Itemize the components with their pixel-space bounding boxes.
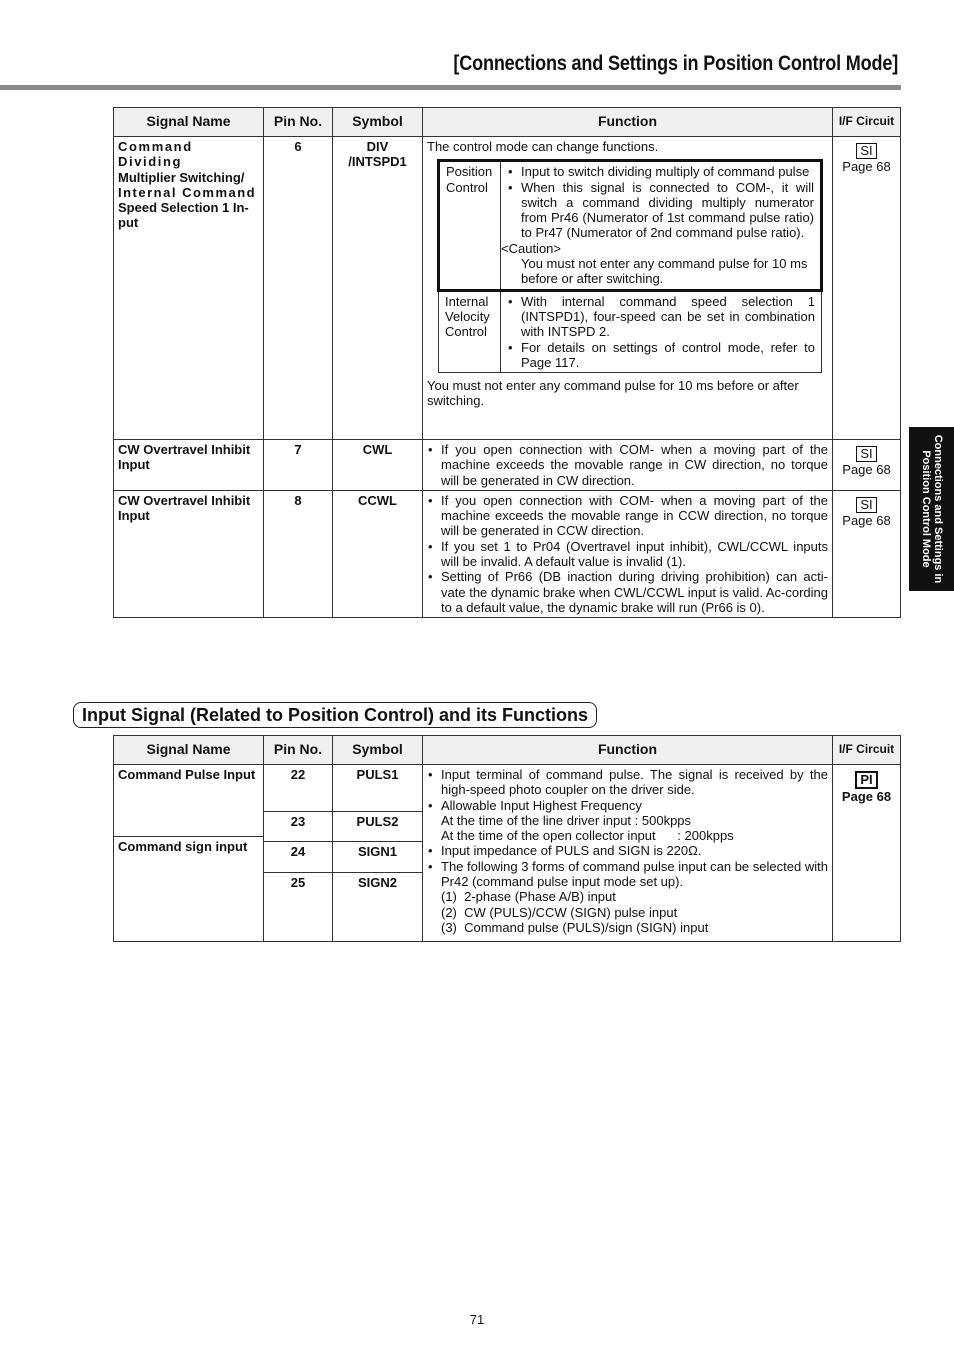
- subtable-row-velocity: [439, 290, 822, 372]
- symbol-line: DIV: [366, 139, 389, 154]
- signal-name-cell: [114, 765, 264, 942]
- symbol-value: PULS2: [333, 811, 422, 841]
- if-circuit-cell: [833, 440, 901, 491]
- col-header-function: Function: [423, 108, 833, 137]
- bullet-item: • If you open connection with COM- when a moving part of the machine exceeds the movable range in CW direction, no torque will be generated in CW direction.: [427, 442, 828, 488]
- if-circuit-page: Page 68: [842, 462, 891, 477]
- if-circuit-code: SI: [856, 143, 876, 159]
- symbol-value: SIGN1: [333, 841, 422, 872]
- signal-name-cell: CW Overtravel Inhibit Input: [114, 490, 264, 617]
- symbol-cell: [333, 765, 423, 942]
- velocity-control-desc: [501, 290, 822, 372]
- symbol-value: PULS1: [356, 767, 399, 782]
- if-circuit-page: Page 68: [842, 159, 891, 174]
- if-circuit-cell: [833, 765, 901, 942]
- table-row: [114, 765, 901, 942]
- pin-value: 25: [264, 872, 332, 890]
- symbol-value: SIGN2: [333, 872, 422, 890]
- function-cell: [423, 137, 833, 440]
- table-row: [114, 137, 901, 440]
- signal-command-pulse: Command Pulse Input: [118, 767, 256, 782]
- side-tab: [909, 427, 954, 591]
- function-cell: [423, 440, 833, 491]
- col-header-symbol: Symbol: [333, 108, 423, 137]
- function-cell: [423, 490, 833, 617]
- signals-table-1: [113, 107, 901, 618]
- table-header-row: [114, 108, 901, 137]
- bullet-item: • Input to switch dividing multiply of command pulse: [507, 164, 814, 179]
- col-header-pin-no: Pin No.: [264, 736, 333, 765]
- bullet-item: • If you open connection with COM- when a moving part of the machine exceeds the movable range in CCW direction, no torque will be generated in CCW direction.: [427, 493, 828, 539]
- if-circuit-code: SI: [856, 497, 876, 513]
- option-line: (2) CW (PULS)/CCW (SIGN) pulse input: [441, 904, 678, 920]
- option-line: (1) 2-phase (Phase A/B) input: [441, 889, 616, 905]
- table-header-row: [114, 736, 901, 765]
- bullet-text: • The following 3 forms of command pulse input can be selected with Pr42 (command pulse input mode set up).: [441, 858, 828, 890]
- symbol-line: /INTSPD1: [348, 154, 407, 170]
- symbol-cell: CWL: [333, 440, 423, 491]
- signal-name-line: Command Dividing: [118, 139, 193, 170]
- pin-value: 22: [290, 767, 306, 782]
- option-line: (3) Command pulse (PULS)/sign (SIGN) input: [441, 919, 709, 935]
- col-header-signal-name: Signal Name: [114, 736, 264, 765]
- pin-no-cell: [264, 765, 333, 942]
- bullet-text: • Allowable Input Highest Frequency: [441, 797, 642, 813]
- bullet-item: • Input impedance of PULS and SIGN is 220Ω.: [427, 843, 828, 858]
- header-rule: [0, 85, 901, 90]
- function-intro: The control mode can change functions.: [427, 139, 659, 154]
- col-header-if-circuit: I/F Circuit: [833, 736, 901, 765]
- control-mode-subtable: [437, 159, 823, 373]
- bullet-item: • Input terminal of command pulse. The signal is received by the high-speed photo coupler on the driver side.: [427, 767, 828, 798]
- bullet-item: • For details on settings of control mode, refer to Page 117.: [507, 340, 815, 371]
- bullet-item: [427, 859, 828, 935]
- function-footer-note: You must not enter any command pulse for 10 ms before or after switching.: [427, 378, 799, 409]
- bullet-item: • When this signal is connected to COM-, it will switch a command dividing multiply numerator from Pr46 (Numerator of 1st command pulse ratio) to Pr47 (Numerator of 2nd command pulse ratio).: [507, 180, 814, 241]
- subtable-row-position: [439, 161, 822, 290]
- col-header-symbol: Symbol: [333, 736, 423, 765]
- signal-name-cell: CW Overtravel Inhibit Input: [114, 440, 264, 491]
- col-header-if-circuit: I/F Circuit: [833, 108, 901, 137]
- signal-name-line: Speed Selection 1 In-: [118, 200, 249, 216]
- symbol-cell: [333, 137, 423, 440]
- frequency-line: At the time of the open collector input : 200kpps: [441, 828, 734, 844]
- page-number: 71: [469, 1312, 485, 1327]
- position-control-desc: [501, 161, 822, 290]
- caution-text: You must not enter any command pulse for 10 ms before or after switching.: [521, 256, 808, 287]
- position-control-label: Position Control: [439, 161, 501, 290]
- frequency-line: At the time of the line driver input : 500kpps: [441, 812, 692, 828]
- signals-table-2: [113, 735, 901, 942]
- pin-no-cell: 7: [264, 440, 333, 491]
- if-circuit-code: PI: [855, 771, 877, 789]
- bullet-item: • If you set 1 to Pr04 (Overtravel input inhibit), CWL/CCWL inputs will be invalid. A default value is invalid (1).: [427, 539, 828, 570]
- pin-value: 23: [264, 811, 332, 841]
- bullet-item: • Setting of Pr66 (DB inaction during driving prohibition) can acti-vate the dynamic brake when CWL/CCWL input is valid. Ac-cording to a default value, the dynamic brake will run (Pr66 is 0).: [427, 569, 828, 615]
- page-header-title: [Connections and Settings in Position Control Mode]: [453, 52, 898, 75]
- function-cell: [423, 765, 833, 942]
- pin-value: 24: [264, 841, 332, 872]
- if-circuit-code: SI: [856, 446, 876, 462]
- signal-command-sign: Command sign input: [114, 836, 263, 856]
- caution-label: <Caution>: [501, 240, 561, 256]
- if-circuit-cell: [833, 490, 901, 617]
- bullet-item: [427, 798, 828, 844]
- bullet-item: • With internal command speed selection 1 (INTSPD1), four-speed can be set in combination with INTSPD 2.: [507, 294, 815, 340]
- table-row: [114, 490, 901, 617]
- signal-name-line: put: [118, 215, 139, 231]
- if-circuit-page: Page 68: [842, 512, 891, 528]
- col-header-pin-no: Pin No.: [264, 108, 333, 137]
- pin-no-cell: 6: [264, 137, 333, 440]
- section-title: Input Signal (Related to Position Control) and its Functions: [73, 702, 597, 728]
- if-circuit-cell: [833, 137, 901, 440]
- symbol-cell: CCWL: [333, 490, 423, 617]
- if-circuit-page: Page 68: [841, 789, 892, 804]
- velocity-control-label: Internal Velocity Control: [439, 290, 501, 372]
- col-header-function: Function: [423, 736, 833, 765]
- col-header-signal-name: Signal Name: [114, 108, 264, 137]
- table-row: [114, 440, 901, 491]
- pin-no-cell: 8: [264, 490, 333, 617]
- signal-name-line: Multiplier Switching/: [118, 169, 245, 185]
- signal-name-cell: [114, 137, 264, 440]
- signal-name-line: Internal Command: [118, 184, 257, 200]
- side-tab-label: Connections and Settings in Position Control Mode: [919, 434, 944, 584]
